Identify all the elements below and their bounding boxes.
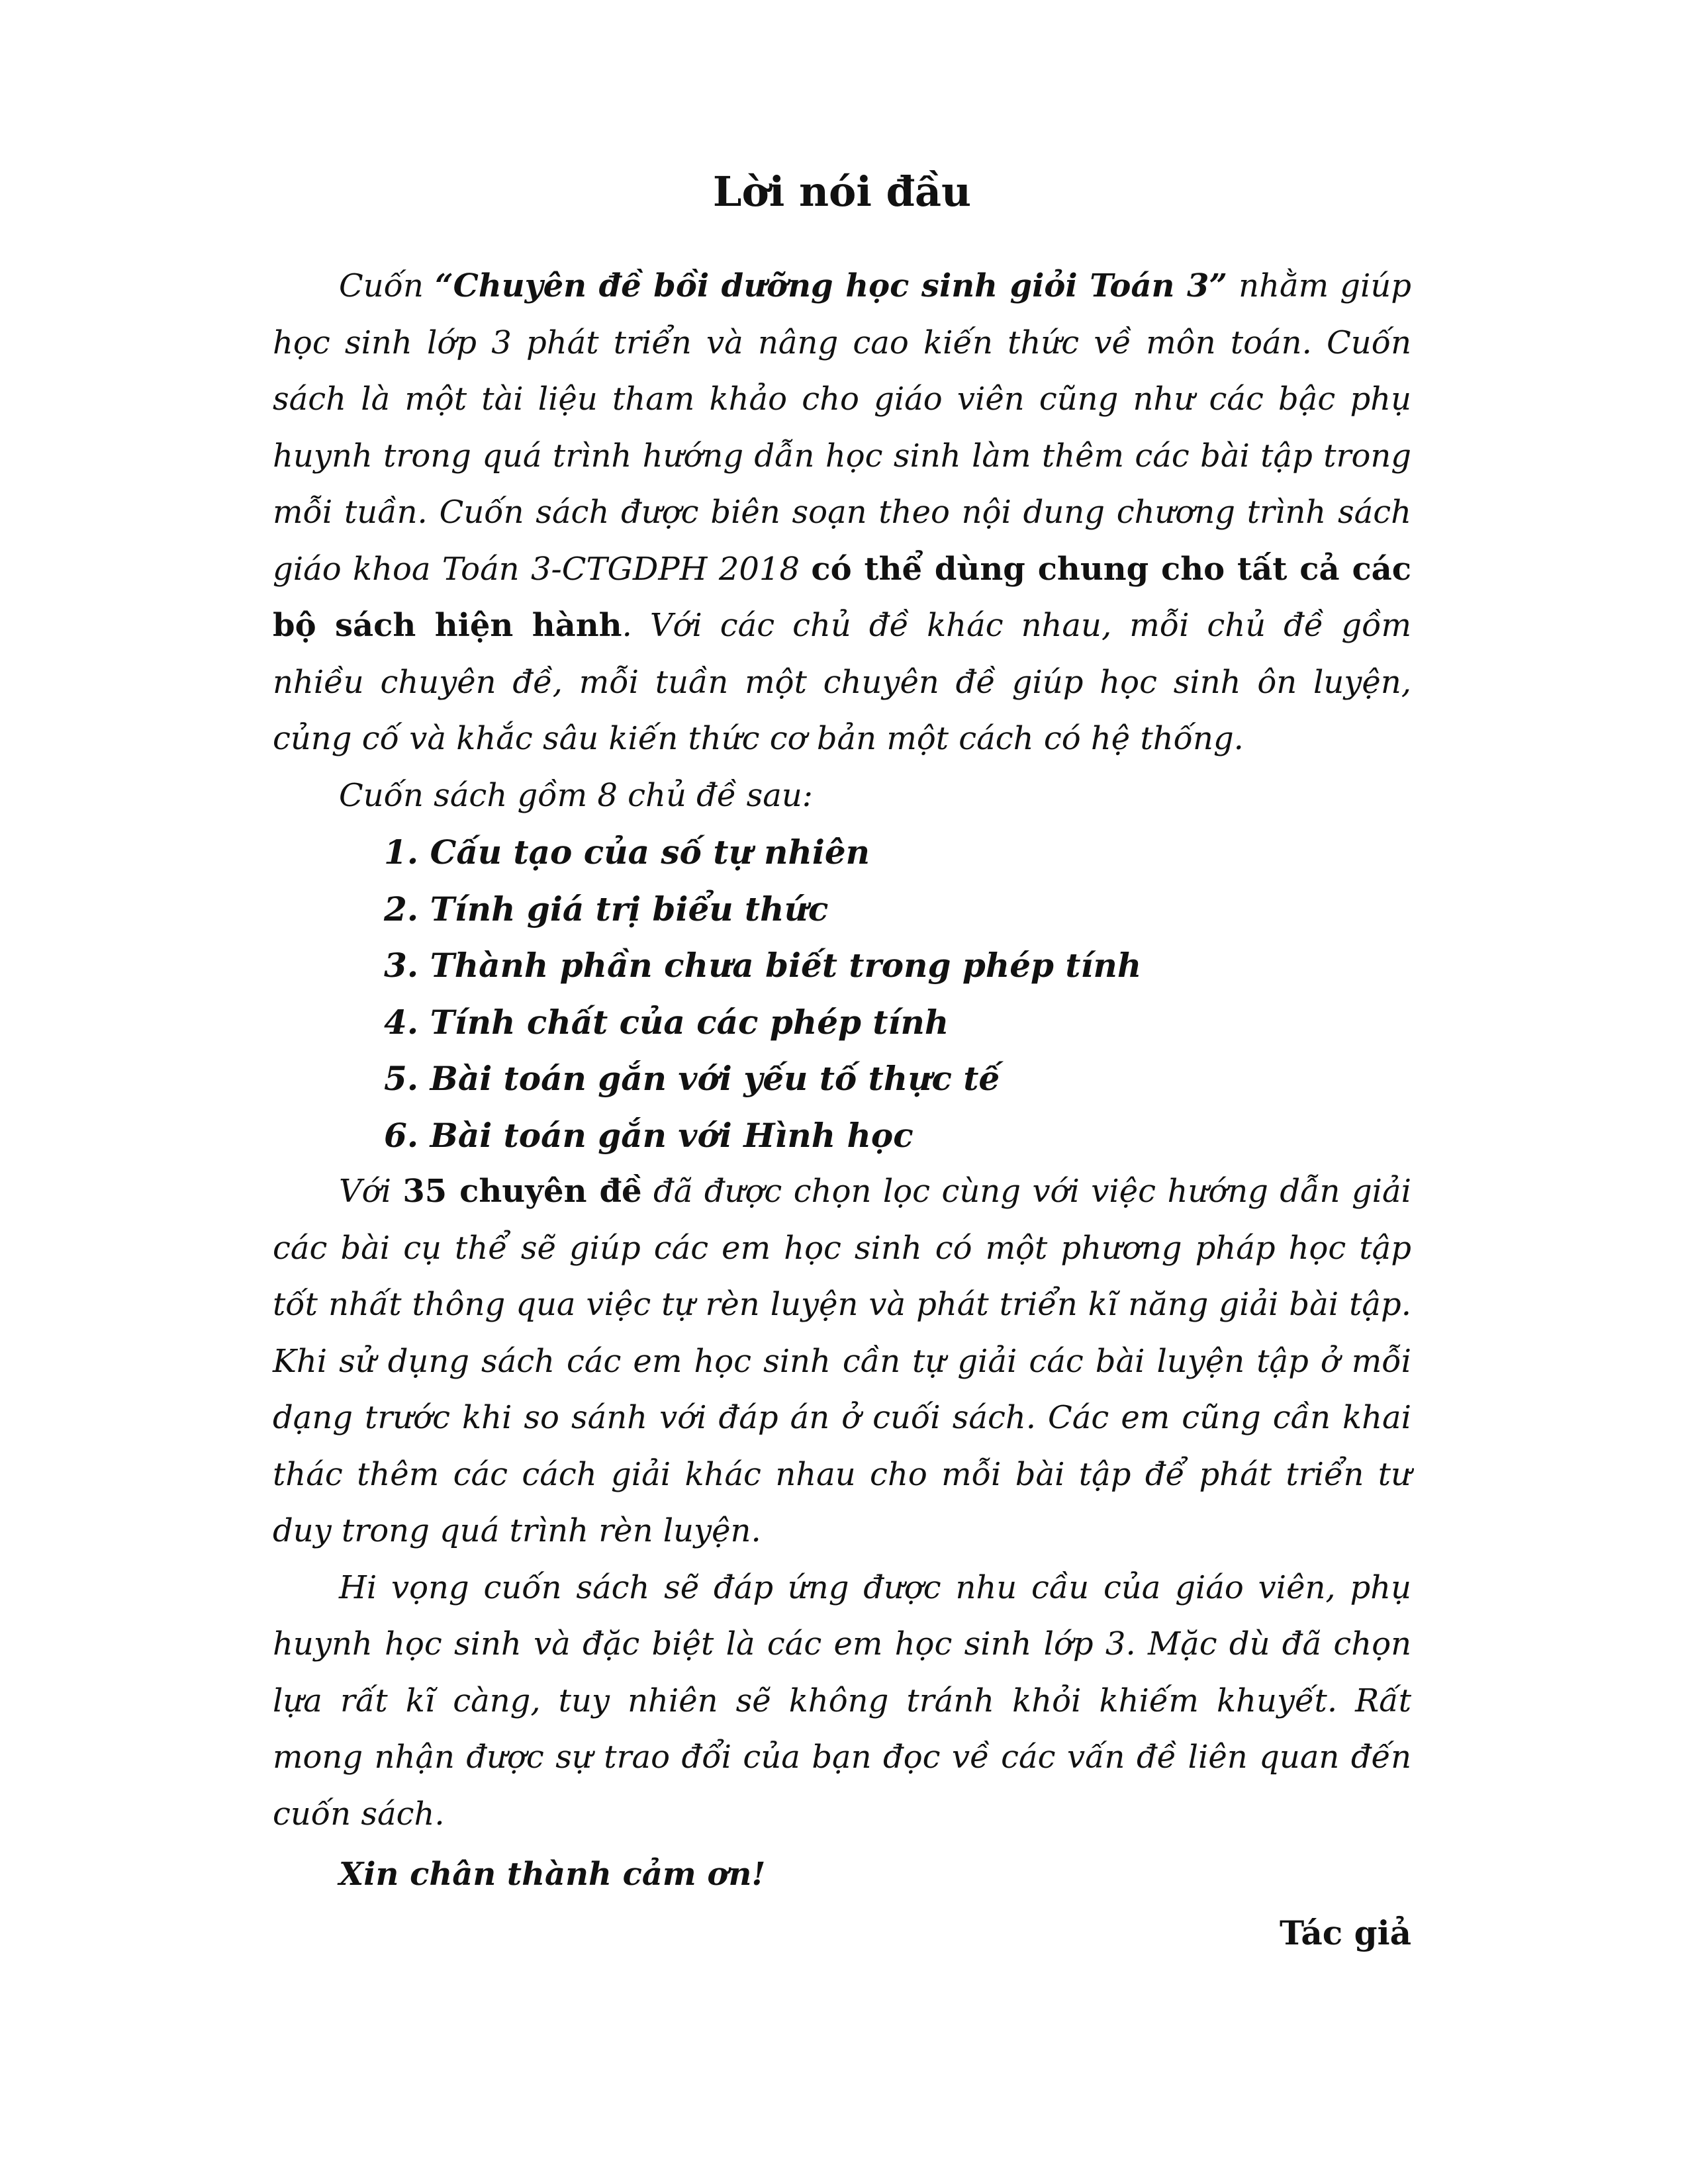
hope-paragraph: Hi vọng cuốn sách sẽ đáp ứng được nhu cầu của giáo viên, phụ huynh học sinh và đặc biệt là các em học sinh lớp 3. Mặc dù đã chọn lựa rất kĩ càng, tuy nhiên sẽ không tránh khỏi khiếm khuyết. Rất mong nhận được sự trao đổi của bạn đọc về các vấn đề liên quan đến cuốn sách.: [273, 1569, 1411, 1833]
method-text-2: đã được chọn lọc cùng với việc hướng dẫn giải các bài cụ thể sẽ giúp các em học sinh có một phương pháp học tập tốt nhất thông qua việc tự rèn luyện và phát triển kĩ năng giải bài tập. Khi sử dụng sách các em học sinh cần tự giải các bài luyện tập ở mỗi dạng trước khi so sánh với đáp án ở cuối sách. Các em cũng cần khai thác thêm các cách giải khác nhau cho mỗi bài tập để phát triển tư duy trong quá trình rèn luyện.: [273, 1173, 1411, 1549]
intro-emphasis: có thể dùng chung cho tất cả các bộ sách hiện hành: [273, 550, 1412, 644]
author-signature: Tác giả: [1279, 1913, 1411, 1952]
preface-page: [273, 165, 1411, 1961]
thanks-line: Xin chân thành cảm ơn!: [339, 1856, 766, 1893]
method-text-1: Với: [339, 1173, 403, 1210]
topic-list: [273, 824, 1411, 1163]
page-title: Lời nói đầu: [712, 167, 972, 216]
intro-paragraph: [273, 258, 1411, 768]
topic-item: 5. Bài toán gắn với yếu tố thực tế: [384, 1059, 1000, 1098]
intro-text-2: nhằm giúp học sinh lớp 3 phát triển và nâng cao kiến thức về môn toán. Cuốn sách là một tài liệu tham khảo cho giáo viên cũng như các bậc phụ huynh trong quá trình hướng dẫn học sinh làm thêm các bài tập trong mỗi tuần. Cuốn sách được biên soạn theo nội dung chương trình sách giáo khoa Toán 3-CTGDPH 2018: [273, 267, 1411, 588]
topic-item: 4. Tính chất của các phép tính: [384, 1002, 949, 1042]
intro-text-1: Cuốn: [339, 267, 436, 304]
topic-item: 2. Tính giá trị biểu thức: [384, 889, 829, 929]
intro-text-3: . Với các chủ đề khác nhau, mỗi chủ đề gồm nhiều chuyên đề, mỗi tuần một chuyên đề giúp học sinh ôn luyện, củng cố và khắc sâu kiến thức cơ bản một cách có hệ thống.: [273, 607, 1412, 757]
method-paragraph: [273, 1163, 1411, 1560]
topic-item: 1. Cấu tạo của số tự nhiên: [384, 833, 870, 872]
topic-item: 6. Bài toán gắn với Hình học: [384, 1115, 914, 1155]
topic-item: 3. Thành phần chưa biết trong phép tính: [384, 946, 1142, 985]
topics-intro: Cuốn sách gồm 8 chủ đề sau:: [339, 776, 813, 814]
topic-count: 35 chuyên đề: [402, 1173, 642, 1210]
book-title: “Chuyên đề bồi dưỡng học sinh giỏi Toán 3”: [435, 267, 1228, 304]
